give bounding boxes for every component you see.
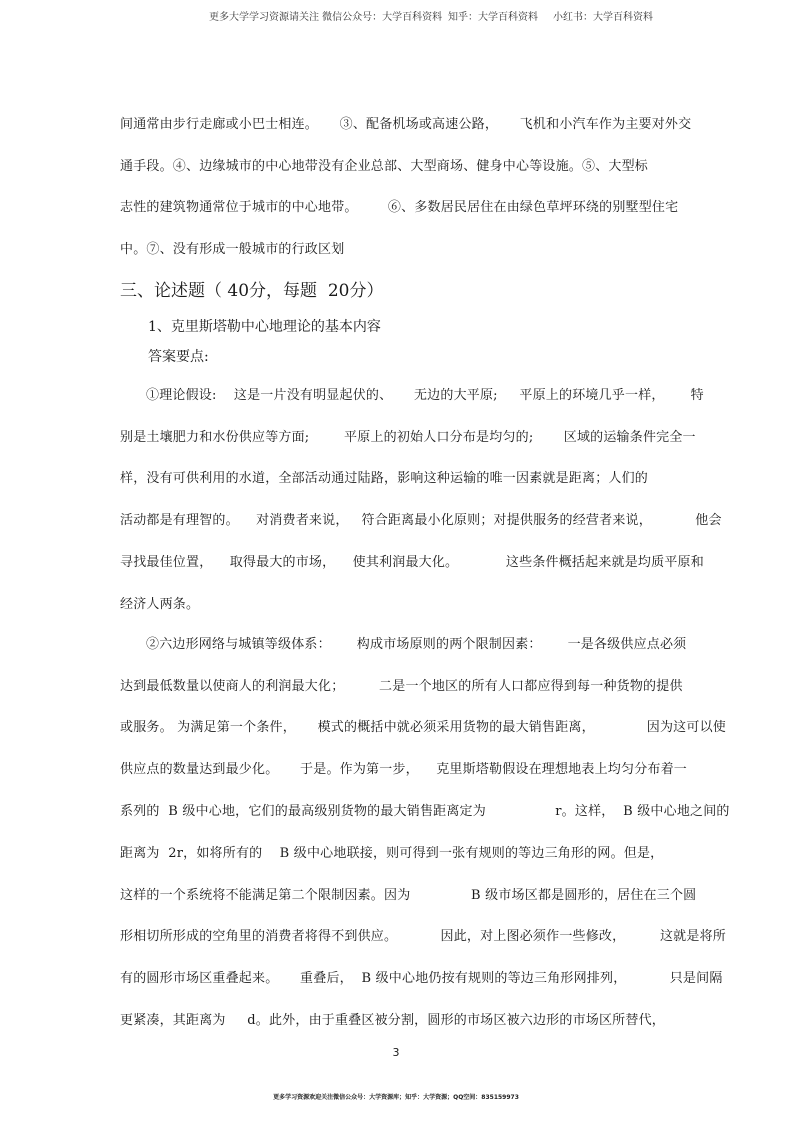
text-line: 供应点的数量达到最少化。 于是。作为第一步， 克里斯塔勒假设在理想地表上均匀分布着一: [120, 762, 687, 777]
header-zhihu: 知乎：大学百科资料: [448, 12, 538, 23]
text-line: 别是土壤肥力和水份供应等方面; 平原上的初始人口分布是均匀的; 区域的运输条件完全一: [120, 430, 696, 445]
text-line: 或服务。 为满足第一个条件， 模式的概括中就必须采用货物的最大销售距离， 因为这可以使: [120, 720, 726, 735]
question-title: 1、克里斯塔勒中心地理论的基本内容: [148, 319, 381, 335]
text-line: 系列的 B 级中心地，它们的最高级别货物的最大销售距离定为 r。这样， B 级中心地之间的: [120, 804, 730, 819]
header-wechat: 更多大学学习资源请关注 微信公众号：大学百科资料: [209, 12, 443, 23]
text-line: 这样的一个系统将不能满足第二个限制因素。因为 B 级市场区都是圆形的，居住在三个圆: [120, 888, 697, 903]
text-line: 寻找最佳位置， 取得最大的市场， 使其利润最大化。 这些条件概括起来就是均质平原和: [120, 555, 704, 570]
text-line: ①理论假设: 这是一片没有明显起伏的、 无边的大平原; 平原上的环境几乎一样， 特: [120, 388, 704, 403]
text-line: 间通常由步行走廊或小巴士相连。 ③、配备机场或高速公路， 飞机和小汽车作为主要对外交: [120, 117, 692, 132]
text-line: ②六边形网络与城镇等级体系： 构成市场原则的两个限制因素： 一是各级供应点必须: [120, 637, 687, 652]
answer-label: 答案要点:: [148, 349, 209, 365]
text-line: 形相切所形成的空角里的消费者将得不到供应。 因此，对上图必须作一些修改， 这就是将所: [120, 929, 726, 944]
text-line: 更紧凑，其距离为 d。此外，由于重叠区被分割，圆形的市场区被六边形的市场区所替代，: [120, 1013, 665, 1028]
header-xiaohongshu: 小红书：大学百科资料: [553, 12, 653, 23]
page-number: 3: [392, 1046, 400, 1059]
text-line: 活动都是有理智的。 对消费者来说， 符合距离最小化原则；对提供服务的经营者来说， 他会: [120, 513, 722, 528]
text-line: 中。⑦、没有形成一般城市的行政区划: [120, 242, 345, 257]
section-title: 三、论述题（ 40分，每题 20分）: [120, 281, 384, 301]
text-line: 达到最低数量以使商人的利润最大化； 二是一个地区的所有人口都应得到每一种货物的提供: [120, 679, 683, 694]
text-line: 有的圆形市场区重叠起来。 重叠后， B 级中心地仍按有规则的等边三角形网排列， 只是间隔: [120, 971, 723, 986]
text-line: 经济人两条。: [120, 597, 200, 612]
text-line: 距离为 2r，如将所有的 B 级中心地联接，则可得到一张有规则的等边三角形的网。但是，: [120, 846, 664, 861]
text-line: 志性的建筑物通常位于城市的中心地带。 ⑥、多数居民居住在由绿色草坪环绕的别墅型住宅: [120, 200, 679, 215]
text-line: 通手段。④、边缘城市的中心地带没有企业总部、大型商场、健身中心等设施。⑤、大型标: [120, 159, 649, 174]
text-line: 样，没有可供利用的水道，全部活动通过陆路，影响这种运输的唯一因素就是距离；人们的: [120, 471, 649, 486]
page-footer: 更多学习资源欢迎关注微信公众号：大学资源库；知乎：大学资源；QQ空间：835159973: [273, 1094, 519, 1101]
